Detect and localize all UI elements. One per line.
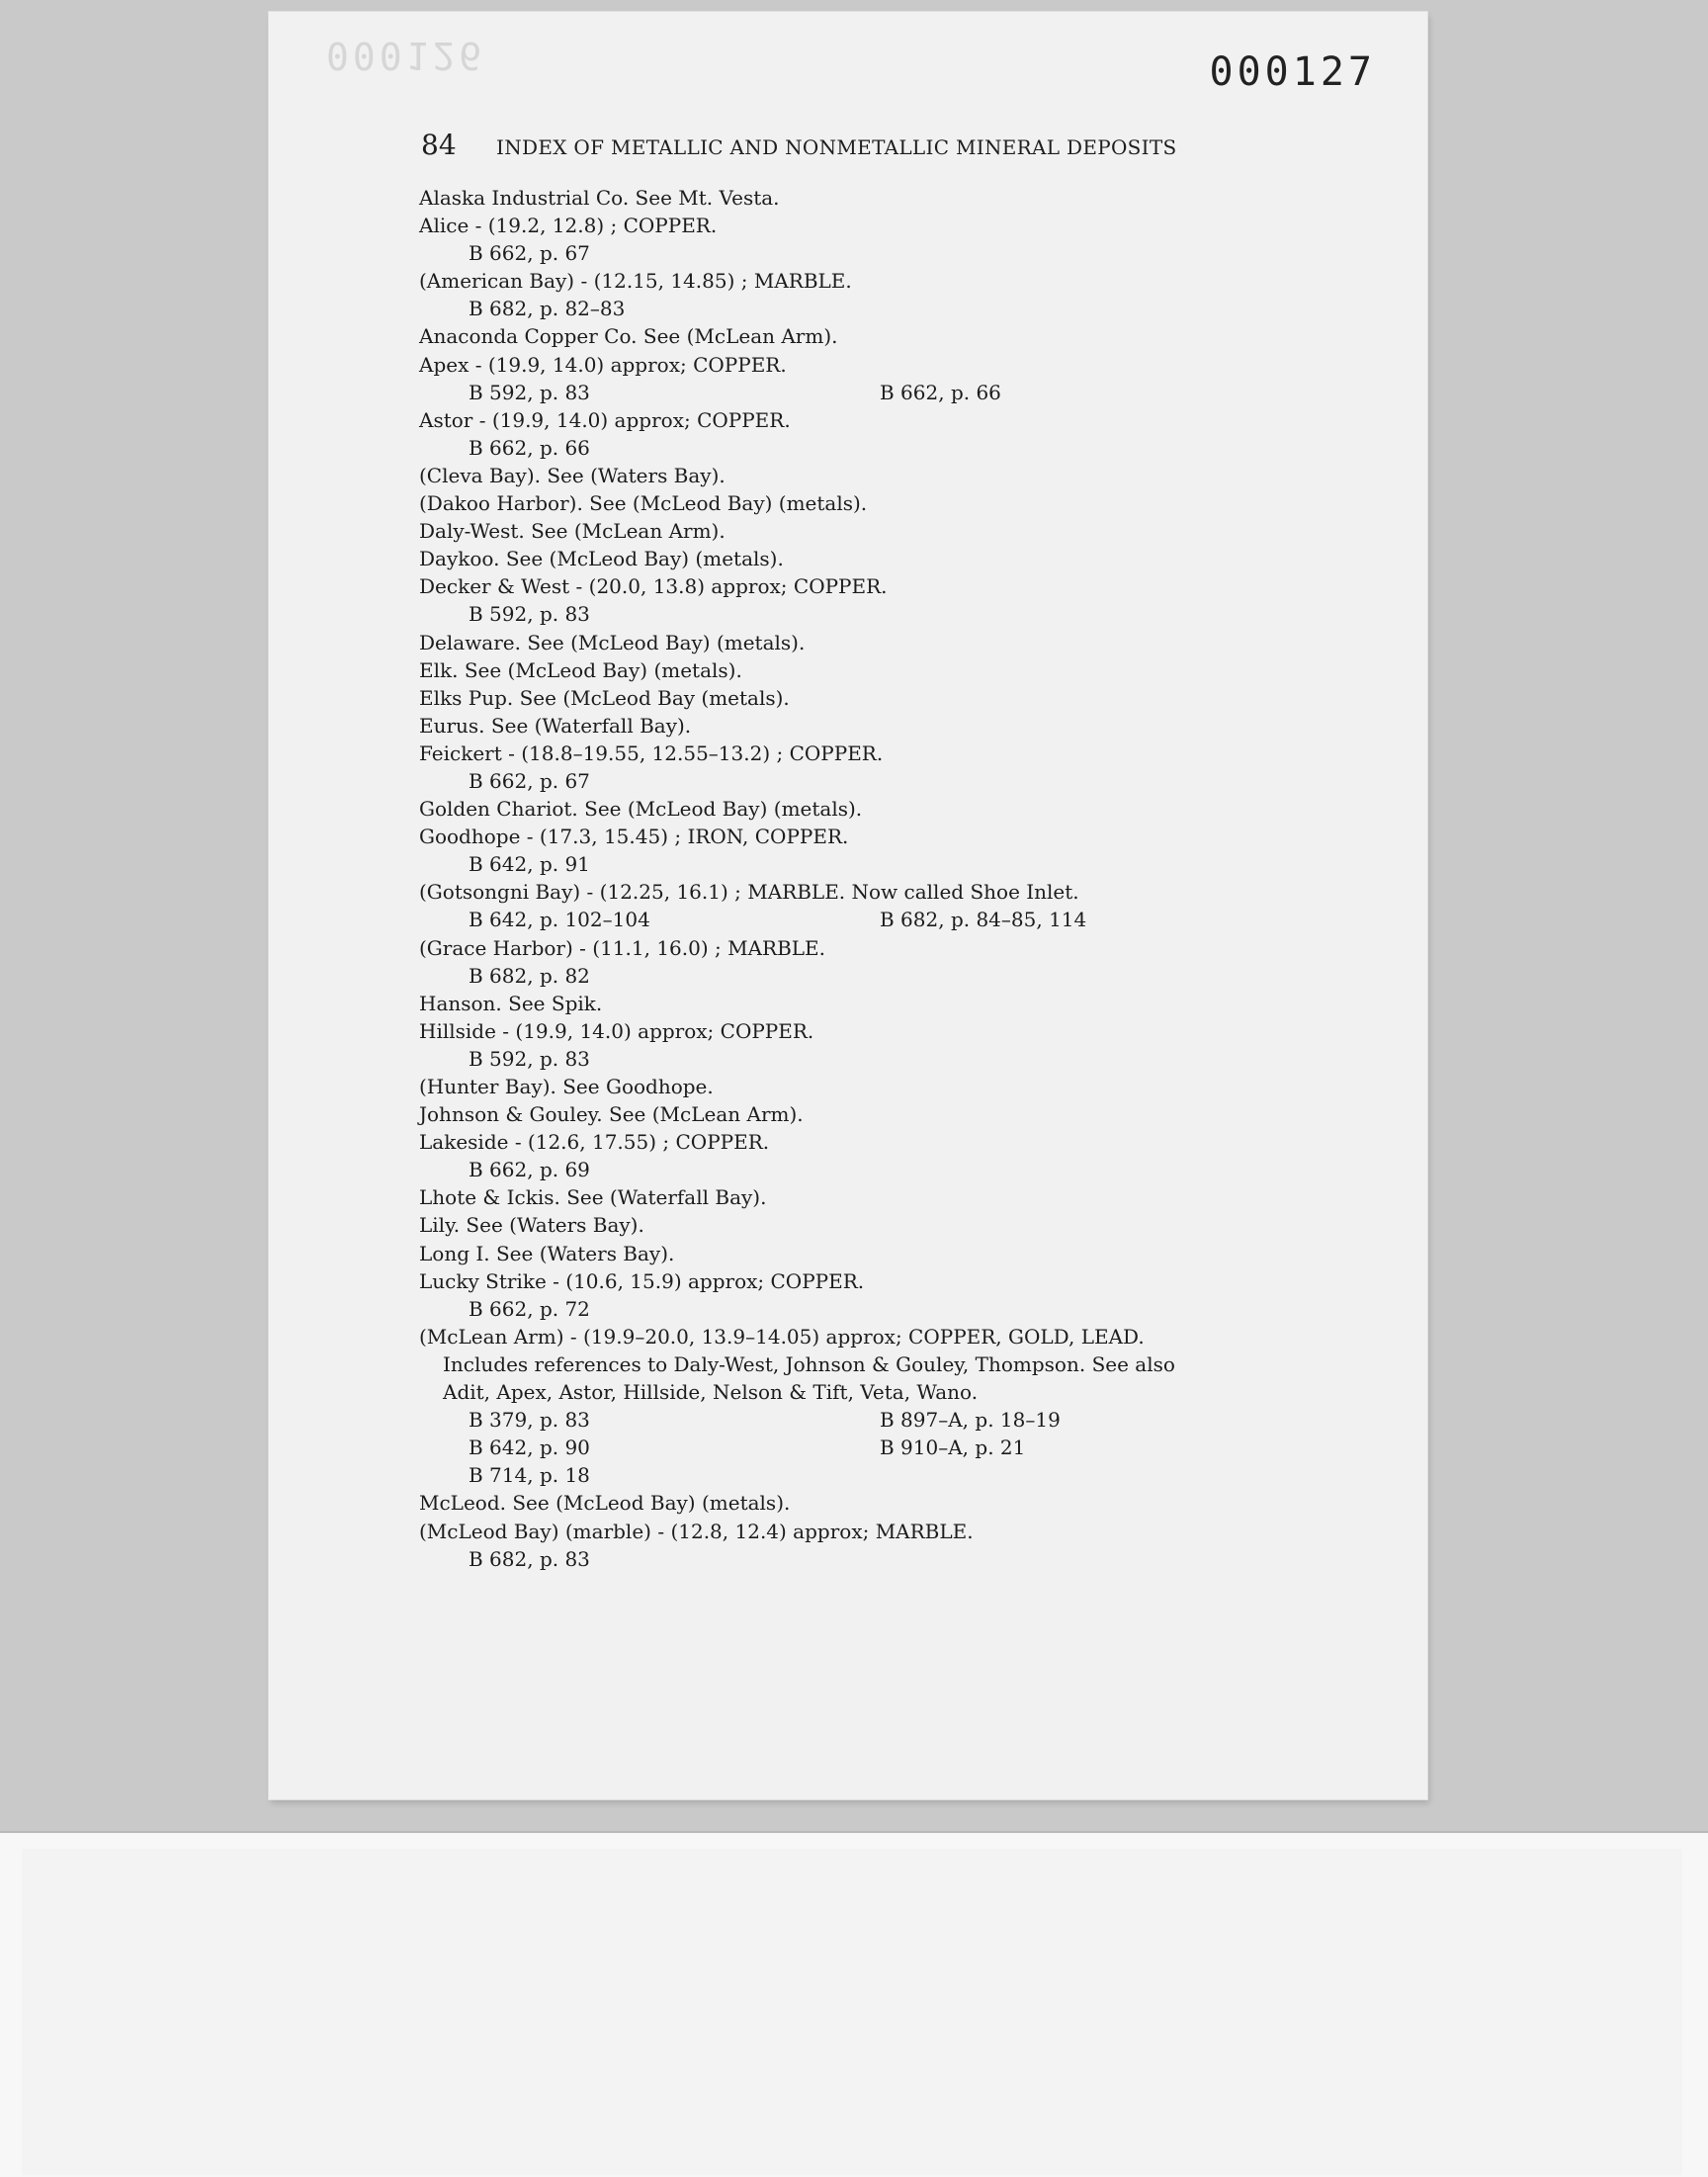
index-entry [419,740,1348,767]
reference-line [419,1045,1348,1073]
index-entry [419,517,1348,545]
reference-line [419,962,1348,990]
entry-text: Includes references to Daly-West, Johnson & Gouley, Thompson. See also [443,1351,1175,1376]
index-entry [419,1489,1348,1517]
index-entry [419,1183,1348,1211]
entry-text: Lakeside - (12.6, 17.55) ; COPPER. [419,1130,770,1155]
reference-line [419,600,1348,628]
entry-text: McLeod. See (McLeod Bay) (metals). [419,1491,791,1516]
entry-text: Lhote & Ickis. See (Waterfall Bay). [419,1185,767,1210]
index-entries [419,184,1348,1573]
entry-text: Hillside - (19.9, 14.0) approx; COPPER. [419,1018,814,1043]
entry-text: Goodhope - (17.3, 15.45) ; IRON, COPPER. [419,825,849,849]
entry-text: Golden Chariot. See (McLeod Bay) (metals). [419,797,863,822]
reference-line [419,295,1348,322]
entry-text: B 662, p. 69 [469,1158,590,1182]
index-entry [419,406,1348,434]
page-header [421,129,1330,161]
reference-line [419,767,1348,795]
index-entry [419,184,1348,212]
entry-text: B 642, p. 90 [469,1436,590,1460]
entry-text: (Cleva Bay). See (Waters Bay). [419,463,726,487]
index-entry [419,1518,1348,1545]
entry-text: B 682, p. 82–83 [469,297,626,321]
entry-text: Apex - (19.9, 14.0) approx; COPPER. [419,352,787,377]
entry-text: Adit, Apex, Astor, Hillside, Nelson & Tift, Veta, Wano. [443,1380,979,1405]
document-page [269,12,1427,1799]
entry-text: B 592, p. 83 [469,602,590,627]
entry-text: Alaska Industrial Co. See Mt. Vesta. [419,186,780,210]
index-entry [419,629,1348,656]
reference-line [419,1434,1348,1461]
entry-text: Alice - (19.2, 12.8) ; COPPER. [419,214,718,238]
reference-line [419,850,1348,878]
reference-line [419,1295,1348,1323]
entry-text: B 592, p. 83 [469,1046,590,1071]
entry-text: Anaconda Copper Co. See (McLean Arm). [419,324,838,349]
entry-text: Lucky Strike - (10.6, 15.9) approx; COPPER. [419,1268,865,1293]
entry-text: Johnson & Gouley. See (McLean Arm). [419,1102,804,1127]
entry-text: B 662, p. 72 [469,1296,590,1321]
entry-text: B 662, p. 66 [469,435,590,460]
running-head: INDEX OF METALLIC AND NONMETALLIC MINERAL DEPOSITS [496,135,1177,159]
entry-text: Lily. See (Waters Bay). [419,1213,644,1238]
entry-text: B 642, p. 91 [469,852,590,877]
entry-text: B 642, p. 102–104 [469,908,650,932]
entry-text: (Grace Harbor) - (11.1, 16.0) ; MARBLE. [419,935,826,960]
entry-text: B 379, p. 83 [469,1408,590,1433]
entry-text: Hanson. See Spik. [419,991,603,1015]
entry-text: Long I. See (Waters Bay). [419,1241,675,1265]
index-entry [419,712,1348,740]
reference-line [419,1545,1348,1573]
reference-line [419,239,1348,267]
reference-line [419,1156,1348,1183]
entry-text: Astor - (19.9, 14.0) approx; COPPER. [419,407,791,432]
entry-text: (McLeod Bay) (marble) - (12.8, 12.4) approx; MARBLE. [419,1519,974,1543]
entry-text: (Dakoo Harbor). See (McLeod Bay) (metals). [419,491,868,516]
index-entry [419,545,1348,572]
index-entry [419,1017,1348,1045]
entry-text: B 662, p. 67 [469,768,590,793]
entry-text: Delaware. See (McLeod Bay) (metals). [419,630,806,654]
index-entry [419,1350,1348,1378]
index-entry [419,351,1348,379]
reference-second-column: B 897–A, p. 18–19 [880,1408,1061,1433]
index-entry [419,1100,1348,1128]
reference-line [419,434,1348,462]
entry-text: Decker & West - (20.0, 13.8) approx; COPPER. [419,574,888,599]
index-entry [419,267,1348,295]
index-entry [419,462,1348,489]
entry-text: Feickert - (18.8–19.55, 12.55–13.2) ; COPPER. [419,740,884,765]
reference-line [419,906,1348,933]
entry-text: Elk. See (McLeod Bay) (metals). [419,657,742,682]
entry-text: (Hunter Bay). See Goodhope. [419,1075,714,1098]
reference-second-column: B 682, p. 84–85, 114 [880,908,1087,932]
entry-text: Elks Pup. See (McLeod Bay (metals). [419,685,790,710]
reference-line [419,379,1348,406]
index-entry [419,1128,1348,1156]
ghost-stamp-number: 000126 [326,34,486,77]
entry-text: B 662, p. 67 [469,241,590,266]
entry-text: B 714, p. 18 [469,1463,590,1488]
stamp-number: 000127 [1209,49,1376,95]
entry-text: Daykoo. See (McLeod Bay) (metals). [419,547,784,571]
entry-text: B 592, p. 83 [469,380,590,404]
index-entry [419,990,1348,1017]
index-entry [419,878,1348,906]
entry-text: (McLean Arm) - (19.9–20.0, 13.9–14.05) approx; COPPER, GOLD, LEAD. [419,1324,1145,1349]
reference-second-column: B 662, p. 66 [880,380,1001,404]
index-entry [419,489,1348,517]
index-entry [419,823,1348,850]
index-entry [419,656,1348,684]
reference-second-column: B 910–A, p. 21 [880,1436,1026,1460]
index-entry [419,572,1348,600]
entry-text: (American Bay) - (12.15, 14.85) ; MARBLE. [419,269,852,294]
index-entry [419,1073,1348,1100]
entry-text: B 682, p. 82 [469,963,590,988]
entry-text: Eurus. See (Waterfall Bay). [419,713,692,738]
index-entry [419,795,1348,823]
index-entry [419,1267,1348,1295]
index-entry [419,684,1348,712]
index-entry [419,1323,1348,1350]
index-entry [419,1378,1348,1406]
lower-sheet-surface [22,1849,1682,2175]
index-entry [419,1211,1348,1239]
entry-text: B 682, p. 83 [469,1546,590,1571]
index-entry [419,322,1348,350]
entry-text: (Gotsongni Bay) - (12.25, 16.1) ; MARBLE. Now called Shoe Inlet. [419,880,1079,905]
entry-text: Daly-West. See (McLean Arm). [419,519,726,544]
index-entry [419,212,1348,239]
index-entry [419,1240,1348,1267]
page-number: 84 [421,129,457,161]
reference-line [419,1461,1348,1489]
reference-line [419,1406,1348,1434]
index-entry [419,934,1348,962]
